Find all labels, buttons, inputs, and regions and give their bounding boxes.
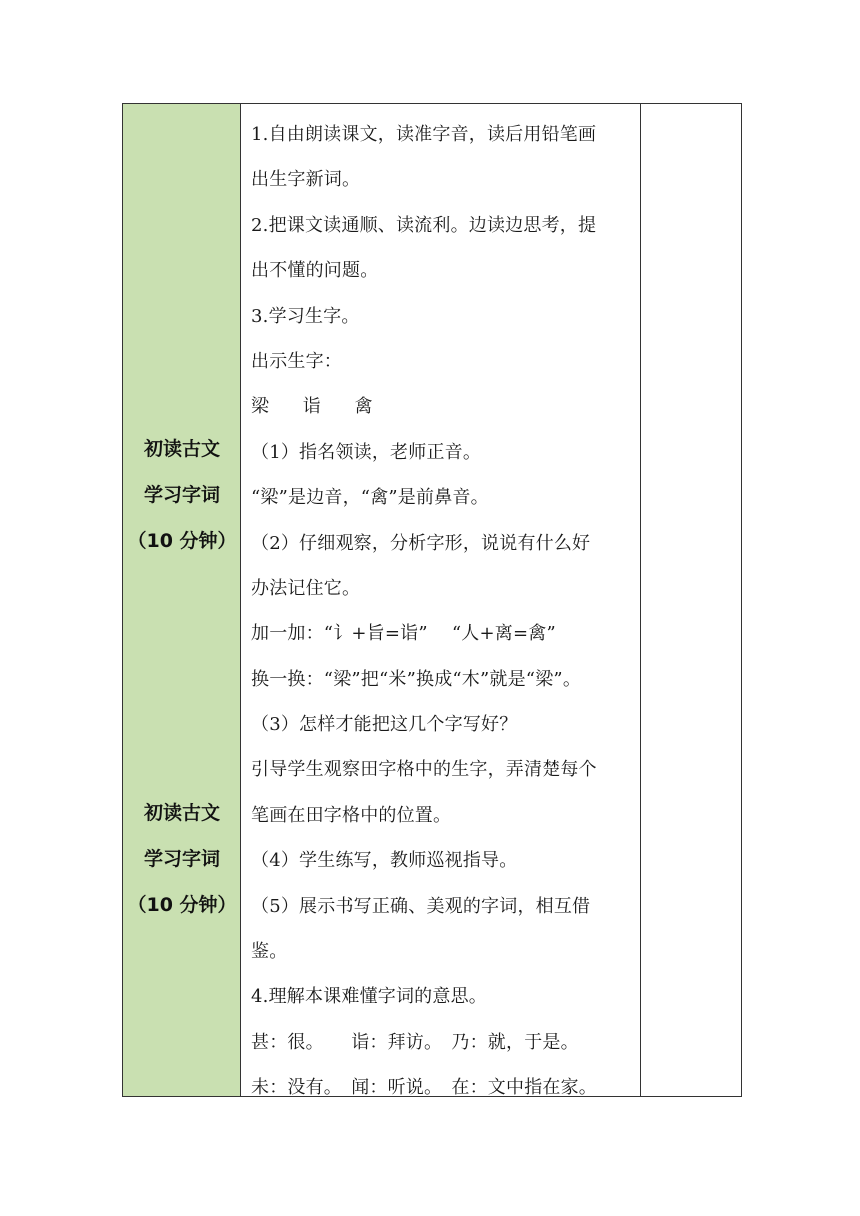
content-line: 出示生字： [251,350,342,372]
stage-subtitle: 学习字词 [143,484,220,506]
stage-time: （10 分钟） [127,530,237,552]
content-line: 1.自由朗读课文，读准字音，读后用铅笔画 [251,124,597,145]
stage-column [123,104,241,1096]
content-line: （5）展示书写正确、美观的字词，相互借 [251,895,591,917]
new-characters-line: 梁 诣 禽 [251,396,387,418]
content-line: 未：没有。 闻：听说。 在：文中指在家。 [251,1077,597,1099]
content-line: 出不懂的问题。 [251,260,379,282]
content-line: 4.理解本课难懂字词的意思。 [251,986,487,1008]
stage-label-1 [123,426,241,564]
notes-column [641,104,741,1096]
stage-subtitle: 学习字词 [143,848,220,870]
content-line: 引导学生观察田字格中的生字，弄清楚每个 [251,759,597,781]
content-line: 3.学习生字。 [251,305,360,327]
stage-title: 初读古文 [143,438,220,460]
content-line: （3）怎样才能把这几个字写好？ [251,714,518,736]
content-line: （2）仔细观察，分析字形，说说有什么好 [251,532,591,554]
content-line: 2.把课文读通顺、读流利。边读边思考，提 [251,214,597,236]
content-line: 换一换：“梁”把“米”换成“木”就是“梁”。 [251,668,582,690]
content-line: 出生字新词。 [251,169,361,191]
content-line: （1）指名领读，老师正音。 [251,441,482,463]
lesson-plan-table [122,103,742,1097]
stage-time: （10 分钟） [127,894,237,916]
content-line: 笔画在田字格中的位置。 [251,804,452,826]
content-line: “梁”是边音，“禽”是前鼻音。 [251,487,489,509]
content-line: 加一加：“讠+旨=诣” “人+离=禽” [251,623,556,645]
content-line: 办法记住它。 [251,577,361,599]
content-line: （4）学生练写，教师巡视指导。 [251,850,518,872]
stage-label-2 [123,790,241,928]
content-line: 甚：很。 诣：拜访。 乃：就，于是。 [251,1031,579,1053]
stage-title: 初读古文 [143,802,220,824]
content-line: 鉴。 [251,941,288,963]
content-column [241,104,641,1099]
